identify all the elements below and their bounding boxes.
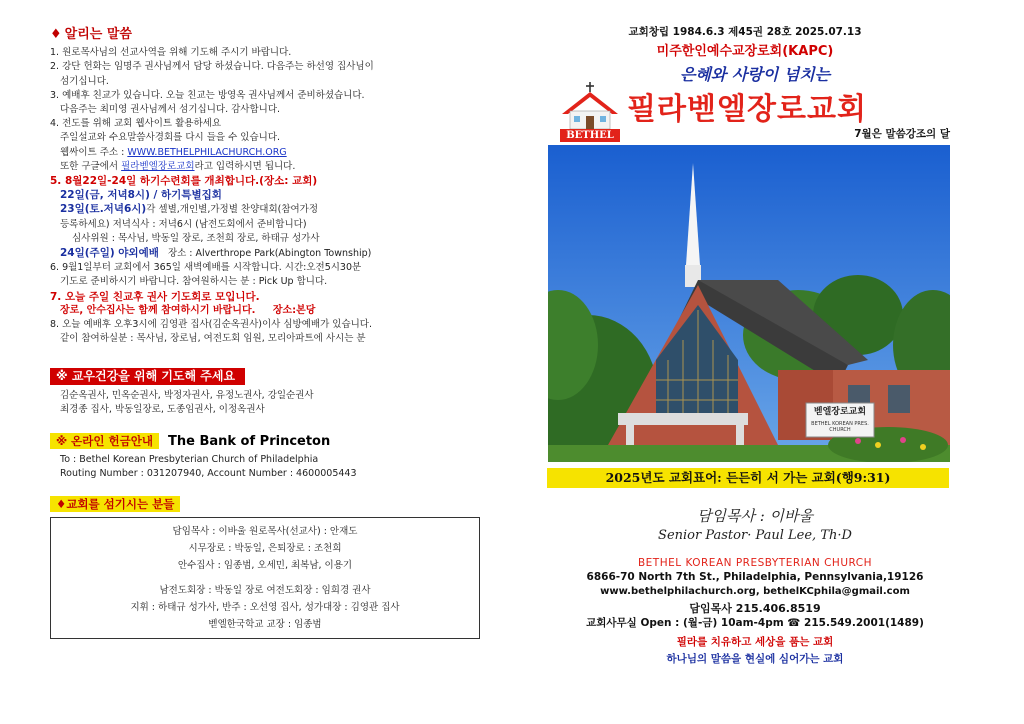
announce-7b: 장로, 안수집사는 함께 참여하시기 바랍니다. 장소:본당 (60, 304, 316, 316)
pastor-en: Senior Pastor· Paul Lee, Th·D (658, 528, 852, 543)
announce-8b: 같이 참여하실분 : 목사님, 장로님, 여전도회 임원, 모리아파트에 사시는 분 (60, 333, 366, 345)
health-line1: 김순옥권사, 민옥순권사, 박정자권사, 유정노권사, 강일순권사 (60, 389, 314, 401)
announce-7: 7. 오늘 주일 친교후 권사 기도회로 모입니다. (50, 290, 260, 303)
announce-4: 4. 전도를 위해 교회 웹사이트 활용하세요 (50, 118, 221, 130)
church-sign: 벧엘장로교회 (813, 407, 867, 417)
bullet-icon: ♦ (50, 27, 62, 42)
announce-4c: 웹싸이트 주소 : WWW.BETHELPHILACHURCH.ORG (60, 146, 287, 158)
servants-line: 담임목사 : 이바울 원로목사(선교사) : 안재도 (172, 525, 358, 537)
offering-title: ※ 온라인 헌금안내 (50, 433, 159, 449)
offering-routing: Routing Number : 031207940, Account Number : 4600005443 (60, 468, 357, 480)
announce-1: 1. 원로목사님의 선교사역을 위해 기도해 주시기 바랍니다. (50, 47, 292, 59)
announce-5: 5. 8월22일-24일 하기수련회를 개최합니다.(장소: 교회) (50, 175, 318, 188)
web-email[interactable]: www.bethelphilachurch.org, bethelKCphila@gmail.com (600, 586, 910, 597)
slogan: 은혜와 사랑이 넘치는 (679, 65, 831, 84)
announcements-list (50, 46, 480, 346)
servants-line: 시무장로 : 박동일, 은퇴장로 : 조천희 (188, 542, 342, 554)
offering-to: To : Bethel Korean Presbyterian Church of Philadelphia (60, 454, 319, 466)
offering-section (50, 433, 480, 482)
search-term-link[interactable]: 필라벧엘장로교회 (121, 160, 195, 172)
servants-box (50, 517, 480, 639)
church-motto: 2025년도 교회표어: 든든히 서 가는 교회(행9:31) (547, 468, 949, 488)
announce-6: 6. 9월1일부터 교회에서 365일 새벽예배를 시작합니다. 시간:오전5시30분 (50, 262, 362, 274)
denomination: 미주한인예수교장로회(KAPC) (656, 44, 834, 59)
servants-line: 안수집사 : 임종범, 오세민, 최복남, 이용기 (177, 559, 353, 571)
servants-spacer (51, 574, 479, 582)
announce-2: 2. 강단 헌화는 임명주 권사님께서 담당 하셨습니다. 다음주는 하선영 집사님이 (50, 61, 374, 73)
servants-line: 벧엘한국학교 교장 : 임종범 (208, 618, 322, 630)
retreat-day23: 23일(토.저녁6시)각 셀별,개인별,가정별 찬양대회(참여가정 (60, 203, 319, 216)
bullet-icon: ♦ (56, 496, 67, 511)
address: 6866-70 North 7th St., Philadelphia, Pennsylvania,19126 (586, 571, 924, 583)
church-sign-sub: BETHEL KOREAN PRES. CHURCH (811, 421, 869, 433)
servants-line: 지휘 : 하태규 성가사, 반주 : 오선영 집사, 성가대장 : 김영관 집사 (130, 601, 400, 613)
church-logo (560, 80, 620, 142)
church-photo (548, 145, 950, 462)
vision-1: 필라를 치유하고 세상을 품는 교회 (676, 636, 834, 648)
servants-section (50, 496, 480, 639)
announce-8: 8. 오늘 예배후 오후3시에 김영관 집사(김순옥권사)이사 심방예배가 있습니다. (50, 319, 372, 331)
founding-info: 교회창립 1984.6.3 제45권 28호 2025.07.13 (628, 26, 862, 38)
servants-line: 남전도회장 : 박동일 장로 여전도회장 : 임희경 권사 (159, 584, 371, 596)
logo-text: BETHEL (566, 130, 614, 141)
announce-4b: 주일설교와 수요말씀사경회를 다시 들을 수 있습니다. (60, 132, 281, 144)
bank-name: The Bank of Princeton (167, 434, 331, 450)
office-hours: 교회사무실 Open : (월-금) 10am-4pm ☎ 215.549.2001(1489) (586, 617, 924, 629)
announce-4d: 또한 구글에서 필라벧엘장로교회라고 입력하시면 됩니다. (60, 160, 296, 172)
pastor-phone: 담임목사 215.406.8519 (689, 602, 821, 615)
month-theme: 7월은 말씀강조의 달 (854, 128, 950, 140)
retreat-day23b: 등록하세요) 저녁식사 : 저녁6시 (남전도회에서 준비합니다) (60, 218, 307, 230)
retreat-day22: 22일(금, 저녁8시) / 하기특별집회 (60, 189, 222, 202)
announce-2b: 섬기십니다. (60, 75, 109, 87)
church-name: 필라벧엘장로교회 (627, 92, 867, 127)
announce-6b: 기도로 준비하시기 바랍니다. 참여원하시는 분 : Pick Up 합니다. (60, 276, 328, 288)
health-section (50, 368, 480, 417)
announcements-title: ♦ 알리는 말씀 (50, 27, 132, 42)
servants-title: ♦교회를 섬기시는 분들 (50, 496, 180, 512)
health-title: ※ 교우건강을 위해 기도해 주세요 (50, 368, 245, 384)
announce-3: 3. 예배후 친교가 있습니다. 오늘 친교는 방영옥 권사님께서 준비하셨습니다. (50, 89, 365, 101)
retreat-judges: 심사위원 : 목사님, 박동일 장로, 조천희 장로, 하태규 성가사 (72, 232, 320, 244)
vision-2: 하나님의 말씀을 현실에 심어가는 교회 (666, 653, 844, 665)
announce-3b: 다음주는 최미영 권사님께서 섬기십니다. 감사합니다. (60, 104, 281, 116)
church-en-name: BETHEL KOREAN PRESBYTERIAN CHURCH (637, 557, 873, 569)
health-line2: 최경종 집사, 박동일장로, 도종임권사, 이정옥권사 (60, 403, 265, 415)
left-page (50, 28, 480, 639)
website-link[interactable]: WWW.BETHELPHILACHURCH.ORG (127, 146, 287, 158)
pastor-ko: 담임목사 : 이바울 (696, 507, 814, 525)
retreat-day24: 24일(주일) 야외예배 장소 : Alverthrope Park(Abington Township) (60, 247, 372, 260)
